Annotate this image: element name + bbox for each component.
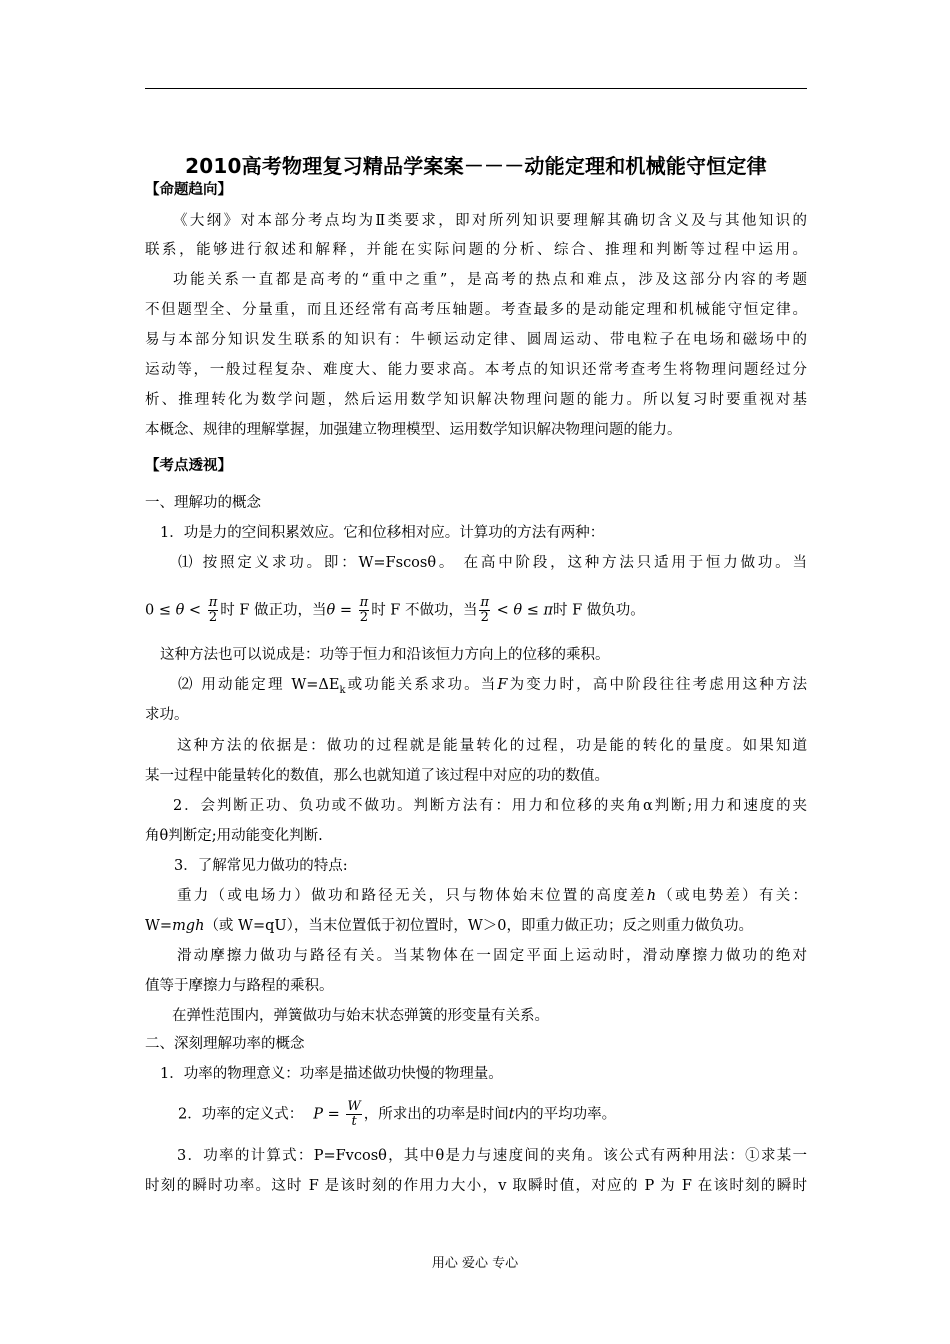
formula-text: < [184,602,206,619]
numerator: π [208,595,218,610]
paragraph-line: 《大纲》对本部分考点均为Ⅱ类要求，即对所列知识要理解其确切含义及与其他知识的 [173,213,807,229]
paragraph-line: 3．功率的计算式：P=Fvcosθ，其中θ是力与速度间的夹角。该公式有两种用法：①求某一 [177,1148,807,1164]
denominator: 2 [480,610,489,625]
fraction [346,1100,361,1129]
paragraph-line: 重力（或电场力）做功和路径无关，只与物体始末位置的高度差h（或电势差）有关： [177,888,808,904]
list-item: ⑴ 按照定义求功。即：W=Fscosθ。 在高中阶段，这种方法只适用于恒力做功。当 [178,555,807,571]
paragraph-line: 求功。 [145,707,189,723]
heading-power-concept: 二、深刻理解功率的概念 [145,1036,305,1052]
paragraph-line: 滑动摩擦力做功与路径有关。当某物体在一固定平面上运动时，滑动摩擦力做功的绝对 [177,948,807,964]
condition-formula [145,596,645,625]
paragraph-line: 联系，能够进行叙述和解释，并能在实际问题的分析、综合、推理和判断等过程中运用。 [145,242,807,258]
paragraph-line: W=mgh（或 W=qU），当末位置低于初位置时，W＞0，即重力做正功；反之则重力做负功。 [145,918,753,934]
paragraph-line: 析、推理转化为数学问题，然后运用数学知识解决物理问题的能力。所以复习时要重视对基 [145,392,807,408]
formula-text: 时 F 不做功，当 [371,602,478,619]
header-rule [145,88,807,89]
formula-text: 时 F 做正功，当 [220,602,327,619]
variable: h [646,888,657,904]
pi-symbol: π [543,602,554,619]
paragraph-line: 这种方法的依据是：做功的过程就是能量转化的过程，功是能的转化的量度。如果知道 [177,738,807,754]
denominator: t [351,1114,357,1129]
list-item: 1．功是力的空间积累效应。它和位移相对应。计算功的方法有两种： [160,525,605,541]
formula-text: = [335,602,357,619]
list-item: 3．了解常见力做功的特点: [174,858,348,874]
list-item: 2．功率的定义式： P = $\frac{W}{t}$ ，所求出的功率是时间t内的平均功率。 [178,1099,617,1129]
theta-symbol: θ [326,602,336,619]
variable: P [313,1106,323,1123]
denominator: 2 [208,610,218,625]
list-item: 这种方法也可以说成是：功等于恒力和沿该恒力方向上的位移的乘积。 [160,647,610,663]
paragraph-line: 不但题型全、分量重，而且还经常有高考压轴题。考查最多的是动能定理和机械能守恒定律。 [145,302,807,318]
variable: mgh [172,918,205,934]
paragraph-line: 2．会判断正功、负功或不做功。判断方法有：用力和位移的夹角α判断;用力和速度的夹 [173,798,807,814]
subscript: k [339,684,346,696]
paragraph-line: 本概念、规律的理解掌握，加强建立物理模型、运用数学知识解决物理问题的能力。 [145,422,682,438]
list-item: 1．功率的物理意义：功率是描述做功快慢的物理量。 [160,1066,503,1082]
formula-text: ≤ [522,602,544,619]
list-item [178,675,807,701]
variable: t [508,1106,515,1123]
formula-text: 时 F 做负功。 [553,602,645,619]
numerator: π [480,595,490,610]
formula-text: < [492,602,514,619]
paragraph-line: 时刻的瞬时功率。这时 F 是该时刻的作用力大小，v 取瞬时值，对应的 P 为 F 在该时刻的瞬时 [145,1178,807,1194]
paragraph-line: 某一过程中能量转化的数值，那么也就知道了该过程中对应的功的数值。 [145,768,609,784]
fraction [479,596,490,625]
theta-symbol: θ [513,602,523,619]
paragraph-line: 运动等，一般过程复杂、难度大、能力要求高。本考点的知识还常考查考生将物理问题经过分 [145,362,807,378]
formula-text: ⑵ 用动能定理 W=ΔE [178,677,340,693]
paragraph-line: 角θ判断定;用动能变化判断. [145,828,323,844]
paragraph-line: 易与本部分知识发生联系的知识有：牛顿运动定律、圆周运动、带电粒子在电场和磁场中的 [145,332,807,348]
theta-symbol: θ [175,602,185,619]
section-heading-trend: 【命题趋向】 [145,182,232,198]
formula-text: 0 ≤ [145,602,176,619]
fraction [359,596,370,625]
numerator: W [347,1099,361,1114]
variable: F [497,677,508,693]
formula-text: 为变力时，高中阶段往往考虑用这种方法 [507,677,808,693]
page-footer: 用心 爱心 专心 [431,1256,519,1271]
heading-work-concept: 一、理解功的概念 [145,495,261,511]
denominator: 2 [359,610,369,625]
page-title: 2010高考物理复习精品学案案－－－动能定理和机械能守恒定律 [185,154,767,178]
paragraph-line: 在弹性范围内，弹簧做功与始末状态弹簧的形变量有关系。 [172,1008,549,1024]
fraction [208,596,219,625]
paragraph-line: 值等于摩擦力与路程的乘积。 [145,978,334,994]
paragraph-line: 功能关系一直都是高考的“重中之重”，是高考的热点和难点，涉及这部分内容的考题 [173,272,807,288]
numerator: π [359,595,369,610]
formula-text: 或功能关系求功。当 [345,677,498,693]
section-heading-points: 【考点透视】 [145,458,232,474]
